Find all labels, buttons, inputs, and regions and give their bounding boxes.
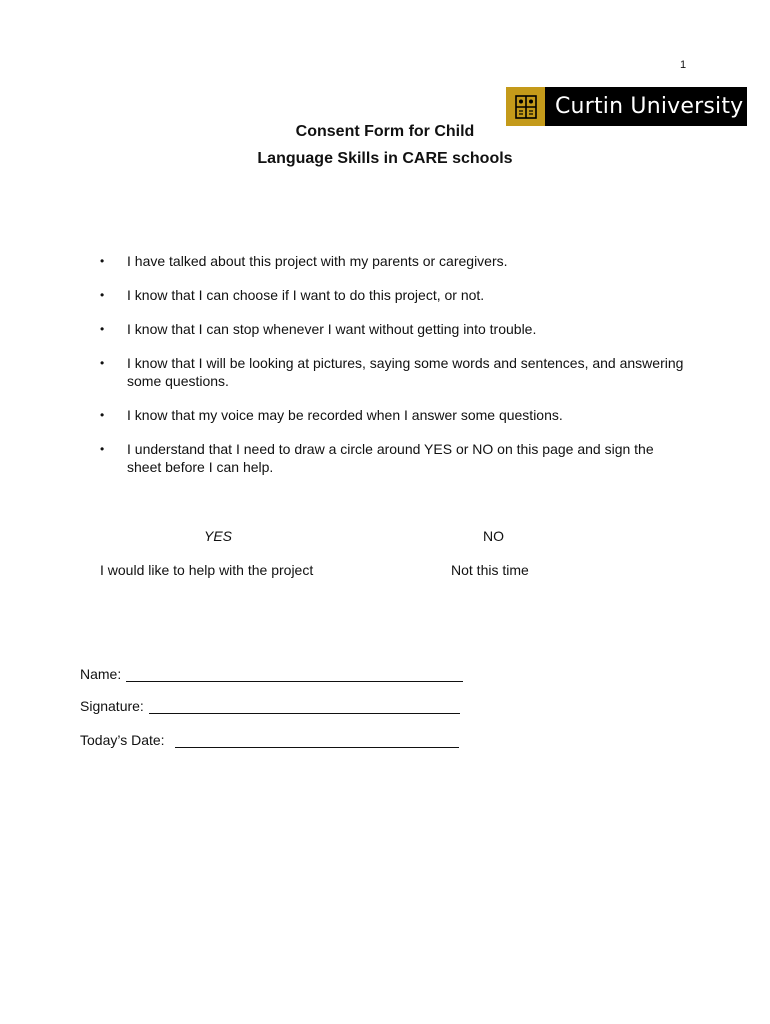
bullet-icon: •	[100, 322, 105, 336]
page-number: 1	[680, 59, 687, 71]
bullet-icon: •	[100, 356, 105, 370]
list-item	[100, 440, 690, 476]
list-item	[100, 252, 690, 270]
date-field	[80, 732, 459, 748]
bullet-icon: •	[100, 254, 105, 268]
form-subtitle: Language Skills in CARE schools	[257, 150, 513, 167]
name-field	[80, 666, 463, 682]
university-logo	[506, 87, 747, 126]
list-item	[100, 286, 690, 304]
list-item	[100, 406, 690, 424]
form-title: Consent Form for Child	[295, 123, 475, 140]
consent-statements	[100, 252, 690, 492]
yes-option[interactable]: YES	[204, 528, 233, 544]
logo-text: Curtin University	[555, 94, 744, 119]
statement-text: I know that I can stop whenever I want without getting into trouble.	[127, 321, 537, 337]
signature-field	[80, 698, 460, 714]
name-label: Name:	[80, 666, 122, 682]
bullet-icon: •	[100, 408, 105, 422]
shield-icon	[506, 87, 545, 126]
name-input-line[interactable]	[126, 667, 463, 682]
no-option[interactable]: NO	[483, 528, 504, 544]
bullet-icon: •	[100, 288, 105, 302]
signature-input-line[interactable]	[149, 699, 460, 714]
statement-text: I know that my voice may be recorded when I answer some questions.	[127, 407, 563, 423]
no-description: Not this time	[451, 562, 529, 578]
statement-text: I have talked about this project with my parents or caregivers.	[127, 253, 508, 269]
signature-label: Signature:	[80, 698, 144, 714]
statement-text: I know that I will be looking at pictures, saying some words and sentences, and answering some questions.	[127, 355, 684, 389]
statement-text: I understand that I need to draw a circle around YES or NO on this page and sign the sheet before I can help.	[127, 441, 654, 475]
statement-text: I know that I can choose if I want to do this project, or not.	[127, 287, 485, 303]
bullet-icon: •	[100, 442, 105, 456]
yes-description: I would like to help with the project	[100, 562, 314, 578]
date-input-line[interactable]	[175, 733, 459, 748]
date-label: Today’s Date:	[80, 732, 165, 748]
list-item	[100, 320, 690, 338]
list-item	[100, 354, 690, 390]
